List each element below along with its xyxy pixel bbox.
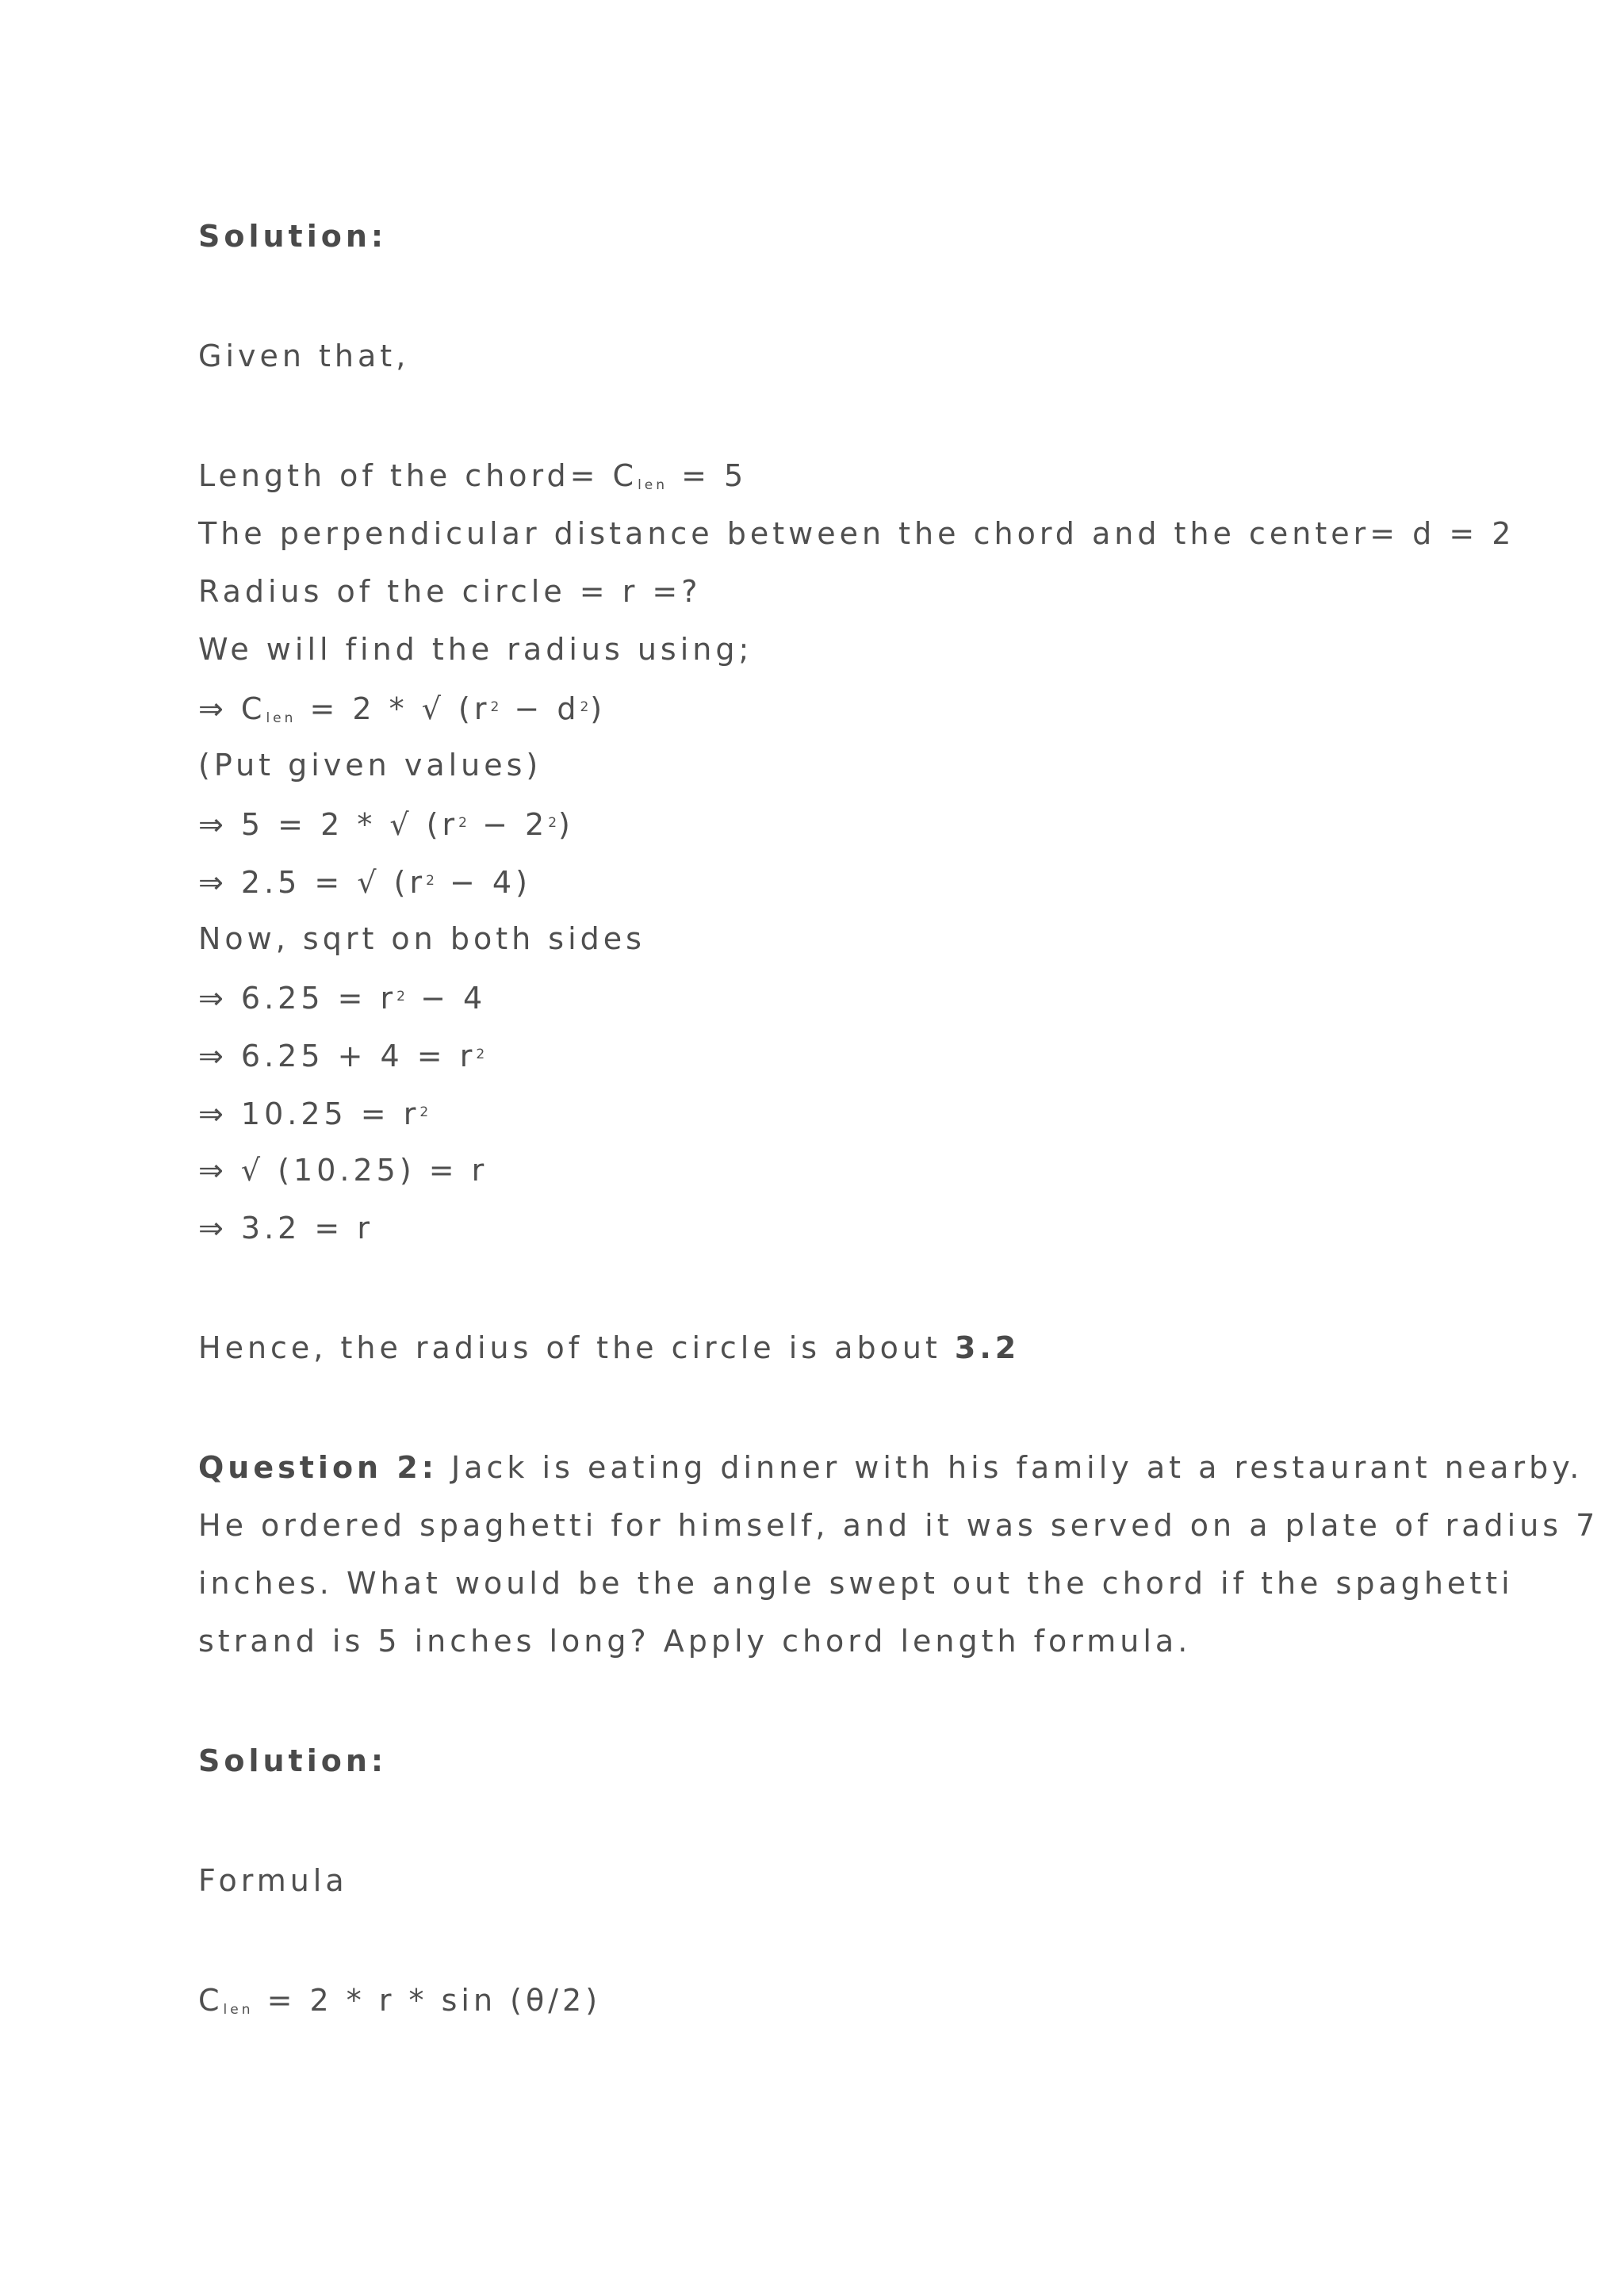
solution-heading: Solution:	[198, 219, 388, 254]
find-radius-line: We will find the radius using;	[198, 632, 753, 667]
step-text: − 2	[469, 807, 549, 842]
formula-text: ⇒ C	[198, 691, 266, 726]
step-text: ⇒ 2.5 = √ (r	[198, 865, 427, 900]
step-superscript: 2	[396, 989, 407, 1004]
question-2-line-4: strand is 5 inches long? Apply chord length formula.	[198, 1624, 1192, 1659]
question-2-line-2: He ordered spaghetti for himself, and it was served on a plate of radius 7	[198, 1508, 1599, 1543]
formula-text: − d	[500, 691, 580, 726]
step-text: ⇒ 5 = 2 * √ (r	[198, 807, 459, 842]
conclusion-text: Hence, the radius of the circle is about	[198, 1330, 955, 1365]
formula-text: = 2 * √ (r	[296, 691, 491, 726]
step-text: − 4)	[435, 865, 531, 900]
radius-unknown-line: Radius of the circle = r =?	[198, 574, 702, 609]
formula-text: C	[198, 1983, 224, 2018]
formula-subscript: len	[223, 2002, 254, 2018]
chord-length-value: = 5	[668, 458, 748, 493]
step-text: )	[558, 807, 574, 842]
sqrt-both-sides-line: Now, sqrt on both sides	[198, 921, 645, 956]
chord-length-label: Length of the chord= C	[198, 458, 638, 493]
chord-length-subscript: len	[638, 477, 668, 493]
put-values-line: (Put given values)	[198, 748, 542, 783]
step-text: ⇒ 6.25 + 4 = r	[198, 1039, 477, 1073]
step-superscript: 2	[458, 815, 469, 831]
step-superscript: 2	[476, 1047, 487, 1062]
step-4-line	[198, 1037, 486, 1073]
step-2-line	[198, 863, 531, 900]
step-5-line	[198, 1095, 430, 1131]
formula-superscript: 2	[580, 699, 591, 715]
solution-2-heading: Solution:	[198, 1743, 388, 1778]
step-7-line: ⇒ 3.2 = r	[198, 1211, 373, 1246]
formula-text: = 2 * r * sin (θ/2)	[253, 1983, 602, 2018]
formula-text: )	[590, 691, 607, 726]
formula-superscript: 2	[490, 699, 501, 715]
step-1-line	[198, 806, 574, 842]
formula-subscript: len	[266, 710, 297, 726]
step-superscript: 2	[548, 815, 559, 831]
step-text: − 4	[406, 981, 487, 1016]
step-superscript: 2	[419, 1104, 431, 1120]
perpendicular-distance-line: The perpendicular distance between the chord and the center= d = 2	[198, 516, 1515, 551]
chord-length-line	[198, 458, 747, 503]
question-2-line-1	[198, 1450, 1583, 1485]
sine-chord-formula-line	[198, 1983, 601, 2027]
conclusion-line	[198, 1330, 1020, 1365]
conclusion-answer: 3.2	[954, 1330, 1021, 1365]
question-text: Jack is eating dinner with his family at a restaurant nearby.	[437, 1450, 1584, 1485]
question-2-label: Question 2:	[198, 1450, 438, 1485]
step-text: ⇒ 10.25 = r	[198, 1096, 420, 1131]
given-that-text: Given that,	[198, 339, 410, 373]
formula-label: Formula	[198, 1863, 348, 1898]
question-2-line-3: inches. What would be the angle swept out the chord if the spaghetti	[198, 1566, 1514, 1601]
step-text: ⇒ 6.25 = r	[198, 981, 397, 1016]
step-6-line: ⇒ √ (10.25) = r	[198, 1153, 488, 1188]
step-3-line	[198, 979, 486, 1016]
chord-formula-line	[198, 690, 606, 736]
step-superscript: 2	[426, 873, 436, 889]
